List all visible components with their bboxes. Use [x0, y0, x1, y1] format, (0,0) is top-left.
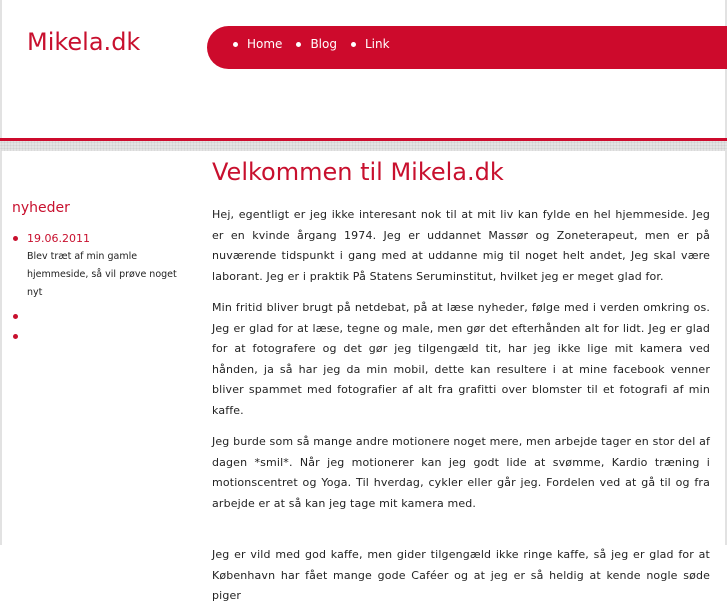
main-content [212, 155, 710, 607]
nav-link-home[interactable]: Home [247, 37, 283, 51]
site-logo[interactable]: Mikela.dk [27, 28, 141, 56]
news-text: Blev træt af min gamle hjemmeside, så vil prøve noget nyt [27, 251, 177, 298]
bullet-icon [351, 42, 356, 47]
nav-link-link[interactable]: Link [364, 37, 390, 51]
page-border-left [0, 151, 2, 545]
bullet-icon [13, 314, 18, 319]
header-border-left [0, 0, 2, 140]
bullet-icon [13, 334, 18, 339]
header-pattern-strip [0, 141, 727, 151]
nav-item-blog [296, 37, 337, 51]
nav-link-blog[interactable]: Blog [310, 37, 337, 51]
paragraph: Jeg burde som så mange andre motionere noget mere, men arbejde tager en stor del af dagen *smil*. Når jeg motionerer kan jeg godt lide at svømme, Kardio træning i motionscentret og Yoga. Til hverdag, cykler eller går jeg. Fordelen ved at gå til og fra arbejde er at så kan jeg tage mit kamera med. [212, 435, 710, 510]
sidebar [12, 200, 182, 348]
page-title: Velkommen til Mikela.dk [212, 158, 504, 186]
header [0, 0, 727, 140]
bullet-icon [233, 42, 238, 47]
nav-item-home [233, 37, 282, 51]
nav-item-link [351, 37, 390, 51]
news-date[interactable]: 19.06.2011 [27, 232, 90, 245]
news-item [12, 328, 182, 342]
paragraph: Jeg er vild med god kaffe, men gider tilgengæld ikke ringe kaffe, så jeg er glad for at København har fået mange gode Caféer og at jeg er så heldig at kende nogle søde piger [212, 548, 710, 602]
paragraph: Hej, egentligt er jeg ikke interesant nok til at mit liv kan fylde en hel hjemmeside. Jeg er en kvinde årgang 1974. Jeg er uddannet Massør og Zoneterapeut, men er på nuværende tidspunkt i gang med at uddanne mig til noget helt andet, Jeg skal være laborant. Jeg er i praktik På Statens Seruminstitut, hvilket jeg er meget glad for. [212, 208, 710, 283]
news-item [12, 230, 182, 302]
sidebar-heading: nyheder [12, 200, 70, 216]
paragraph: Min fritid bliver brugt på netdebat, på at læse nyheder, følge med i verden omkring os. Jeg er glad for at læse, tegne og male, men gør det efterhånden alt for lidt. Jeg er glad for at fotografere og det gør jeg tilgengæld tit, har jeg ikke lige mit kamera ved hånden, ja så har jeg da min mobil, dette kan resultere i at mine facebook venner bliver spammet med fotografier af alt fra grafitti over blomster til et fotografi af min kaffe. [212, 301, 710, 417]
news-list [12, 230, 182, 342]
main-nav [207, 26, 727, 69]
bullet-icon [296, 42, 301, 47]
news-item [12, 308, 182, 322]
bullet-icon [13, 236, 18, 241]
